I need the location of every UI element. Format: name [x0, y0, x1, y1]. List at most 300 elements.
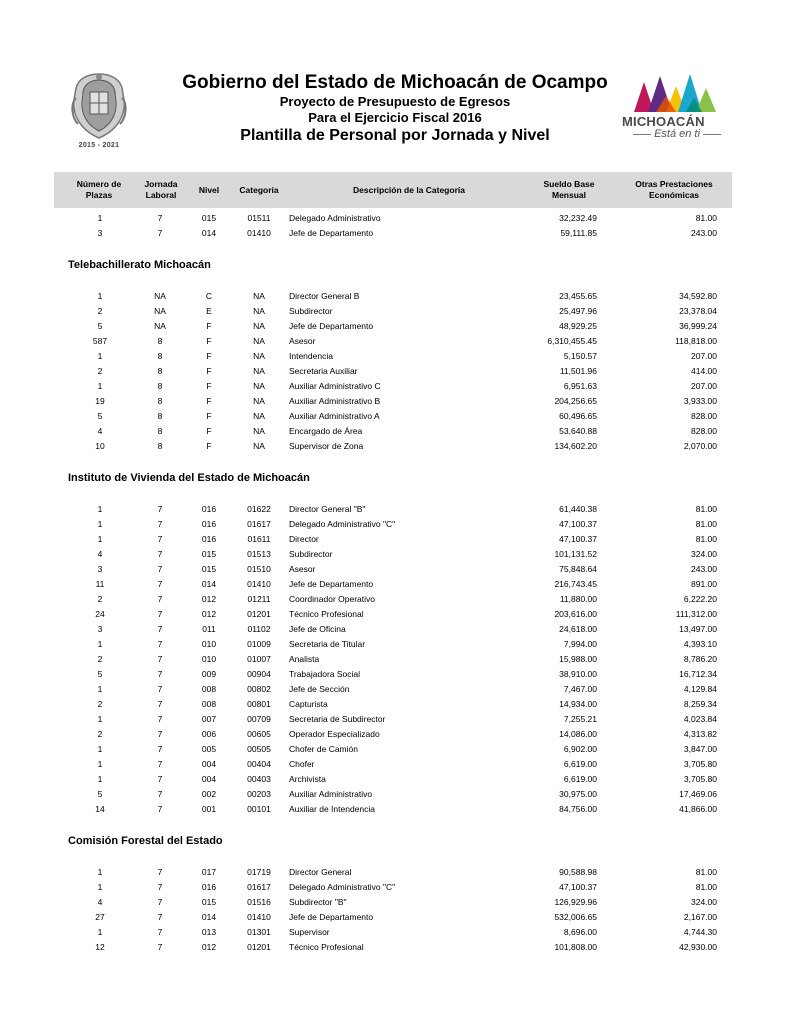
- cell-sueldo: 32,232.49: [559, 213, 597, 223]
- cell-categoria: 00505: [247, 744, 271, 754]
- table-row: [54, 623, 732, 638]
- table-row: [54, 350, 732, 365]
- cell-nivel: 012: [201, 942, 217, 952]
- cell-categoria: 01617: [247, 882, 271, 892]
- cell-descripcion: Jefe de Oficina: [289, 624, 346, 634]
- cell-plazas: 1: [97, 927, 103, 937]
- cell-otras-prestaciones: 34,592.80: [679, 291, 717, 301]
- cell-sueldo: 203,616.00: [554, 609, 597, 619]
- cell-nivel: F: [206, 441, 212, 451]
- cell-nivel: F: [206, 411, 212, 421]
- table-row: [54, 212, 732, 227]
- table-row: [54, 683, 732, 698]
- cell-plazas: 24: [95, 609, 105, 619]
- cell-categoria: 01301: [247, 927, 271, 937]
- cell-sueldo: 24,618.00: [559, 624, 597, 634]
- cell-otras-prestaciones: 16,712.34: [679, 669, 717, 679]
- cell-otras-prestaciones: 828.00: [691, 411, 717, 421]
- table-row: [54, 758, 732, 773]
- cell-descripcion: Encargado de Área: [289, 426, 363, 436]
- cell-plazas: 2: [97, 594, 103, 604]
- cell-descripcion: Jefe de Departamento: [289, 912, 374, 922]
- section-title: Telebachillerato Michoacán: [68, 259, 211, 271]
- cell-descripcion: Auxiliar de Intendencia: [289, 804, 376, 814]
- cell-categoria: NA: [253, 441, 265, 451]
- cell-jornada: 7: [157, 213, 163, 223]
- cell-nivel: 004: [201, 759, 217, 769]
- slogan-line-right: [703, 134, 721, 135]
- document-subtitle-staff: Plantilla de Personal por Jornada y Nivel: [240, 127, 550, 144]
- cell-sueldo: 6,619.00: [563, 774, 597, 784]
- cell-sueldo: 11,501.96: [559, 366, 597, 376]
- cell-sueldo: 25,497.96: [559, 306, 597, 316]
- cell-categoria: NA: [253, 411, 265, 421]
- cell-plazas: 4: [97, 897, 103, 907]
- cell-descripcion: Coordinador Operativo: [289, 594, 375, 604]
- table-row: [54, 320, 732, 335]
- cell-nivel: F: [206, 366, 212, 376]
- cell-plazas: 19: [95, 396, 105, 406]
- cell-descripcion: Director General "B": [289, 504, 366, 514]
- cell-sueldo: 101,808.00: [554, 942, 597, 952]
- cell-descripcion: Subdirector "B": [289, 897, 347, 907]
- cell-descripcion: Analista: [289, 654, 320, 664]
- cell-plazas: 5: [97, 669, 103, 679]
- cell-descripcion: Jefe de Departamento: [289, 228, 374, 238]
- cell-sueldo: 60,496.65: [559, 411, 597, 421]
- table-row: [54, 911, 732, 926]
- cell-nivel: 012: [201, 609, 217, 619]
- cell-nivel: 010: [201, 654, 217, 664]
- cell-descripcion: Chofer: [289, 759, 315, 769]
- table-row: [54, 638, 732, 653]
- cell-otras-prestaciones: 36,999.24: [679, 321, 717, 331]
- cell-otras-prestaciones: 118,818.00: [675, 336, 717, 346]
- column-header-sueldo: Sueldo Base Mensual: [543, 179, 595, 200]
- cell-plazas: 3: [97, 228, 103, 238]
- cell-plazas: 1: [97, 351, 103, 361]
- cell-jornada: 7: [157, 519, 163, 529]
- brand-slogan-text: Está en ti: [654, 128, 700, 140]
- cell-plazas: 27: [95, 912, 105, 922]
- cell-nivel: F: [206, 351, 212, 361]
- cell-sueldo: 101,131.52: [554, 549, 597, 559]
- cell-sueldo: 6,310,455.45: [547, 336, 597, 346]
- cell-sueldo: 15,988.00: [559, 654, 597, 664]
- cell-otras-prestaciones: 207.00: [691, 381, 717, 391]
- cell-descripcion: Secretaria de Subdirector: [289, 714, 386, 724]
- cell-categoria: 00904: [247, 669, 271, 679]
- table-row: [54, 518, 732, 533]
- cell-descripcion: Chofer de Camión: [289, 744, 358, 754]
- cell-sueldo: 23,455.65: [559, 291, 597, 301]
- table-row: [54, 653, 732, 668]
- cell-sueldo: 5,150.57: [563, 351, 597, 361]
- cell-nivel: 005: [201, 744, 217, 754]
- table-row: [54, 896, 732, 911]
- cell-jornada: 7: [157, 699, 163, 709]
- cell-plazas: 1: [97, 213, 103, 223]
- cell-plazas: 11: [95, 579, 105, 589]
- column-header-otras-prestaciones: Otras Prestaciones Económicas: [635, 179, 713, 200]
- staff-table-body: [54, 212, 732, 956]
- cell-sueldo: 90,588.98: [559, 867, 597, 877]
- cell-sueldo: 14,086.00: [559, 729, 597, 739]
- cell-descripcion: Supervisor de Zona: [289, 441, 364, 451]
- cell-jornada: 7: [157, 927, 163, 937]
- cell-categoria: 01513: [247, 549, 271, 559]
- cell-jornada: NA: [154, 321, 166, 331]
- cell-sueldo: 6,902.00: [563, 744, 597, 754]
- section-title: Instituto de Vivienda del Estado de Michoacán: [68, 472, 310, 484]
- cell-jornada: 7: [157, 867, 163, 877]
- cell-categoria: 01201: [247, 609, 271, 619]
- cell-nivel: 015: [201, 213, 217, 223]
- cell-nivel: 016: [201, 534, 217, 544]
- cell-descripcion: Subdirector: [289, 306, 333, 316]
- cell-plazas: 1: [97, 744, 103, 754]
- cell-sueldo: 204,256.65: [554, 396, 597, 406]
- table-row: [54, 866, 732, 881]
- cell-plazas: 2: [97, 366, 103, 376]
- cell-jornada: 7: [157, 594, 163, 604]
- cell-descripcion: Técnico Profesional: [289, 609, 364, 619]
- cell-nivel: 007: [201, 714, 217, 724]
- cell-jornada: 7: [157, 579, 163, 589]
- cell-plazas: 2: [97, 699, 103, 709]
- table-row: [54, 698, 732, 713]
- cell-sueldo: 8,696.00: [563, 927, 597, 937]
- cell-nivel: 013: [201, 927, 217, 937]
- cell-categoria: 00709: [247, 714, 271, 724]
- cell-sueldo: 59,111.85: [560, 228, 597, 238]
- table-row: [54, 533, 732, 548]
- cell-plazas: 1: [97, 774, 103, 784]
- cell-otras-prestaciones: 3,705.80: [683, 774, 717, 784]
- cell-plazas: 14: [95, 804, 105, 814]
- cell-nivel: 001: [201, 804, 217, 814]
- table-row: [54, 410, 732, 425]
- cell-plazas: 587: [92, 336, 108, 346]
- cell-sueldo: 47,100.37: [559, 534, 597, 544]
- cell-jornada: 8: [157, 441, 163, 451]
- cell-sueldo: 216,743.45: [554, 579, 597, 589]
- document-title: Gobierno del Estado de Michoacán de Ocampo: [182, 72, 608, 93]
- cell-plazas: 5: [97, 789, 103, 799]
- cell-jornada: 7: [157, 774, 163, 784]
- cell-nivel: F: [206, 321, 212, 331]
- cell-plazas: 5: [97, 321, 103, 331]
- cell-nivel: 014: [201, 912, 217, 922]
- page-header: [0, 0, 791, 170]
- cell-sueldo: 75,848.64: [559, 564, 597, 574]
- cell-jornada: 7: [157, 912, 163, 922]
- cell-categoria: NA: [253, 366, 265, 376]
- cell-jornada: 8: [157, 366, 163, 376]
- cell-categoria: 01009: [247, 639, 271, 649]
- cell-descripcion: Director General B: [289, 291, 360, 301]
- cell-sueldo: 47,100.37: [559, 882, 597, 892]
- cell-otras-prestaciones: 4,129.84: [683, 684, 717, 694]
- cell-nivel: 008: [201, 699, 217, 709]
- column-header-nivel: Nivel: [198, 184, 220, 195]
- cell-nivel: 015: [201, 897, 217, 907]
- cell-otras-prestaciones: 4,313.82: [683, 729, 717, 739]
- table-row: [54, 365, 732, 380]
- cell-plazas: 1: [97, 504, 103, 514]
- cell-descripcion: Secretaria de Titular: [289, 639, 366, 649]
- brand-wordmark: MICHOACÁN: [622, 114, 705, 129]
- cell-descripcion: Secretaria Auxiliar: [289, 366, 358, 376]
- cell-plazas: 1: [97, 714, 103, 724]
- cell-nivel: 010: [201, 639, 217, 649]
- cell-sueldo: 6,619.00: [563, 759, 597, 769]
- cell-categoria: 01102: [247, 624, 271, 634]
- cell-plazas: 10: [95, 441, 105, 451]
- table-row: [54, 668, 732, 683]
- cell-categoria: NA: [253, 426, 265, 436]
- cell-jornada: 7: [157, 669, 163, 679]
- table-row: [54, 440, 732, 455]
- cell-nivel: 006: [201, 729, 217, 739]
- cell-otras-prestaciones: 891.00: [691, 579, 717, 589]
- cell-descripcion: Asesor: [289, 336, 316, 346]
- cell-plazas: 3: [97, 624, 103, 634]
- cell-otras-prestaciones: 2,167.00: [683, 912, 717, 922]
- table-row: [54, 290, 732, 305]
- cell-nivel: 012: [201, 594, 217, 604]
- cell-plazas: 1: [97, 291, 103, 301]
- cell-nivel: 016: [201, 504, 217, 514]
- table-row: [54, 881, 732, 896]
- cell-jornada: 7: [157, 564, 163, 574]
- cell-nivel: F: [206, 396, 212, 406]
- cell-nivel: 017: [201, 867, 217, 877]
- cell-plazas: 1: [97, 381, 103, 391]
- cell-plazas: 1: [97, 639, 103, 649]
- cell-otras-prestaciones: 243.00: [691, 228, 717, 238]
- table-header: [54, 172, 732, 208]
- cell-categoria: 01007: [247, 654, 271, 664]
- cell-categoria: 00605: [247, 729, 271, 739]
- cell-descripcion: Asesor: [289, 564, 316, 574]
- cell-sueldo: 38,910.00: [559, 669, 597, 679]
- cell-plazas: 2: [97, 654, 103, 664]
- cell-jornada: 7: [157, 654, 163, 664]
- cell-nivel: F: [206, 426, 212, 436]
- document-subtitle-fiscal-year: Para el Ejercicio Fiscal 2016: [308, 110, 482, 125]
- table-row: [54, 425, 732, 440]
- cell-nivel: E: [206, 306, 212, 316]
- cell-nivel: F: [206, 381, 212, 391]
- cell-descripcion: Trabajadora Social: [289, 669, 361, 679]
- column-header-plazas: Número de Plazas: [76, 179, 122, 200]
- cell-otras-prestaciones: 4,393.10: [683, 639, 717, 649]
- cell-sueldo: 134,602.20: [554, 441, 597, 451]
- cell-categoria: 00203: [247, 789, 271, 799]
- table-row: [54, 548, 732, 563]
- cell-sueldo: 7,467.00: [563, 684, 597, 694]
- cell-descripcion: Auxiliar Administrativo A: [289, 411, 380, 421]
- cell-descripcion: Subdirector: [289, 549, 333, 559]
- cell-plazas: 4: [97, 549, 103, 559]
- cell-descripcion: Intendencia: [289, 351, 333, 361]
- cell-jornada: 7: [157, 684, 163, 694]
- cell-jornada: 7: [157, 228, 163, 238]
- table-row: [54, 563, 732, 578]
- cell-descripcion: Director: [289, 534, 319, 544]
- table-row: [54, 305, 732, 320]
- cell-categoria: 01410: [247, 228, 271, 238]
- cell-plazas: 2: [97, 306, 103, 316]
- cell-descripcion: Delegado Administrativo "C": [289, 882, 396, 892]
- cell-otras-prestaciones: 23,378.04: [679, 306, 717, 316]
- cell-categoria: 01617: [247, 519, 271, 529]
- cell-nivel: 002: [201, 789, 217, 799]
- cell-otras-prestaciones: 81.00: [695, 882, 717, 892]
- table-row: [54, 608, 732, 623]
- cell-otras-prestaciones: 42,930.00: [679, 942, 717, 952]
- cell-categoria: NA: [253, 396, 265, 406]
- cell-otras-prestaciones: 3,933.00: [683, 396, 717, 406]
- cell-plazas: 12: [95, 942, 105, 952]
- column-header-descripcion: Descripción de la Categoría: [353, 184, 465, 195]
- cell-jornada: 7: [157, 882, 163, 892]
- cell-otras-prestaciones: 8,259.34: [683, 699, 717, 709]
- cell-jornada: 7: [157, 897, 163, 907]
- cell-jornada: 8: [157, 396, 163, 406]
- table-row: [54, 380, 732, 395]
- cell-plazas: 3: [97, 564, 103, 574]
- section-title: Comisión Forestal del Estado: [68, 835, 223, 847]
- cell-jornada: 7: [157, 534, 163, 544]
- cell-otras-prestaciones: 81.00: [695, 213, 717, 223]
- cell-categoria: 00403: [247, 774, 271, 784]
- table-row: [54, 395, 732, 410]
- cell-nivel: F: [206, 336, 212, 346]
- brand-slogan: [622, 128, 732, 140]
- cell-descripcion: Capturista: [289, 699, 328, 709]
- cell-categoria: 00101: [247, 804, 271, 814]
- table-row: [54, 926, 732, 941]
- cell-sueldo: 7,255.21: [563, 714, 597, 724]
- cell-nivel: 004: [201, 774, 217, 784]
- cell-plazas: 1: [97, 759, 103, 769]
- cell-categoria: 01211: [247, 594, 271, 604]
- cell-descripcion: Jefe de Departamento: [289, 579, 374, 589]
- cell-plazas: 1: [97, 519, 103, 529]
- column-header-jornada: Jornada Laboral: [144, 179, 178, 200]
- table-row: [54, 941, 732, 956]
- cell-plazas: 1: [97, 867, 103, 877]
- cell-plazas: 4: [97, 426, 103, 436]
- cell-jornada: 8: [157, 426, 163, 436]
- cell-sueldo: 14,934.00: [559, 699, 597, 709]
- cell-jornada: 8: [157, 381, 163, 391]
- cell-sueldo: 61,440.38: [559, 504, 597, 514]
- cell-otras-prestaciones: 81.00: [695, 867, 717, 877]
- table-row: [54, 728, 732, 743]
- table-row: [54, 773, 732, 788]
- cell-sueldo: 532,006.65: [554, 912, 597, 922]
- slogan-line-left: [633, 134, 651, 135]
- cell-plazas: 1: [97, 882, 103, 892]
- cell-otras-prestaciones: 81.00: [695, 504, 717, 514]
- cell-descripcion: Delegado Administrativo: [289, 213, 381, 223]
- cell-jornada: 7: [157, 609, 163, 619]
- cell-otras-prestaciones: 2,070.00: [683, 441, 717, 451]
- cell-jornada: 8: [157, 351, 163, 361]
- cell-otras-prestaciones: 828.00: [691, 426, 717, 436]
- cell-otras-prestaciones: 81.00: [695, 534, 717, 544]
- cell-descripcion: Archivista: [289, 774, 326, 784]
- cell-jornada: NA: [154, 306, 166, 316]
- cell-otras-prestaciones: 324.00: [691, 549, 717, 559]
- cell-descripcion: Supervisor: [289, 927, 330, 937]
- cell-jornada: 7: [157, 639, 163, 649]
- cell-otras-prestaciones: 17,469.06: [679, 789, 717, 799]
- cell-nivel: 009: [201, 669, 217, 679]
- cell-sueldo: 48,929.25: [559, 321, 597, 331]
- cell-otras-prestaciones: 3,847.00: [683, 744, 717, 754]
- cell-plazas: 1: [97, 684, 103, 694]
- cell-otras-prestaciones: 324.00: [691, 897, 717, 907]
- cell-plazas: 5: [97, 411, 103, 421]
- cell-sueldo: 53,640.88: [559, 426, 597, 436]
- document-subtitle-budget: Proyecto de Presupuesto de Egresos: [279, 94, 511, 109]
- cell-otras-prestaciones: 81.00: [695, 519, 717, 529]
- cell-otras-prestaciones: 4,744.30: [683, 927, 717, 937]
- cell-otras-prestaciones: 3,705.80: [683, 759, 717, 769]
- cell-otras-prestaciones: 111,312.00: [675, 609, 717, 619]
- cell-otras-prestaciones: 13,497.00: [679, 624, 717, 634]
- cell-categoria: 00802: [247, 684, 271, 694]
- cell-jornada: 8: [157, 336, 163, 346]
- cell-categoria: 00801: [247, 699, 271, 709]
- table-row: [54, 335, 732, 350]
- table-row: [54, 578, 732, 593]
- cell-jornada: 7: [157, 549, 163, 559]
- document-titles: [160, 72, 630, 146]
- cell-descripcion: Auxiliar Administrativo C: [289, 381, 381, 391]
- cell-sueldo: 84,756.00: [559, 804, 597, 814]
- cell-nivel: 015: [201, 549, 217, 559]
- cell-sueldo: 11,880.00: [559, 594, 597, 604]
- cell-descripcion: Auxiliar Administrativo: [289, 789, 373, 799]
- cell-categoria: 01511: [247, 213, 271, 223]
- cell-categoria: 01719: [247, 867, 271, 877]
- cell-descripcion: Jefe de Sección: [289, 684, 350, 694]
- cell-sueldo: 6,951.63: [563, 381, 597, 391]
- cell-jornada: 7: [157, 714, 163, 724]
- cell-categoria: NA: [253, 291, 265, 301]
- cell-jornada: 7: [157, 759, 163, 769]
- cell-descripcion: Director General: [289, 867, 352, 877]
- cell-descripcion: Delegado Administrativo "C": [289, 519, 396, 529]
- table-row: [54, 503, 732, 518]
- cell-nivel: 008: [201, 684, 217, 694]
- cell-otras-prestaciones: 243.00: [691, 564, 717, 574]
- table-row: [54, 227, 732, 242]
- table-row: [54, 593, 732, 608]
- cell-jornada: NA: [154, 291, 166, 301]
- cell-categoria: 01201: [247, 942, 271, 952]
- cell-jornada: 7: [157, 744, 163, 754]
- cell-jornada: 7: [157, 789, 163, 799]
- cell-sueldo: 7,994.00: [563, 639, 597, 649]
- cell-nivel: C: [205, 291, 213, 301]
- cell-categoria: 01510: [247, 564, 271, 574]
